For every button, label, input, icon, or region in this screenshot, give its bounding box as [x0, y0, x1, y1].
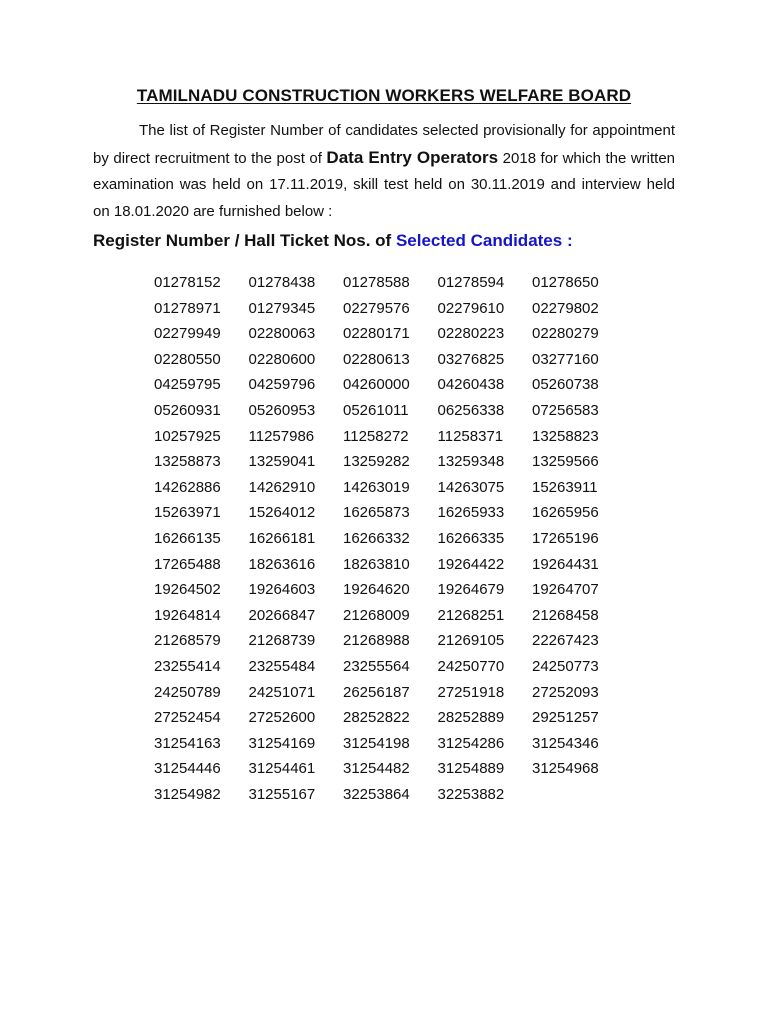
register-number: 02279610: [437, 299, 505, 317]
register-number: 27252093: [532, 683, 599, 701]
register-number: 07256583: [532, 401, 599, 419]
register-number: 27252454: [154, 709, 221, 727]
list-subheading: [93, 231, 573, 251]
register-number: 05260953: [248, 401, 316, 419]
register-number: 02280063: [248, 325, 316, 343]
register-number: 16265873: [343, 504, 410, 522]
register-number: 24251071: [248, 683, 316, 701]
register-number: 01278152: [154, 274, 221, 291]
register-number: 04260000: [343, 376, 410, 394]
register-number: 20266847: [248, 606, 316, 624]
register-number: 02279576: [343, 299, 410, 317]
register-number: 31254169: [248, 734, 316, 752]
register-number: 17265196: [532, 529, 599, 547]
register-number: 19264679: [437, 581, 505, 599]
register-number: 31255167: [248, 785, 316, 803]
intro-paragraph: [93, 118, 675, 225]
register-number: 21268458: [532, 606, 599, 624]
register-number: 11257986: [248, 427, 315, 445]
subheading-prefix: Register Number / Hall Ticket Nos. of: [93, 231, 396, 250]
register-number: 31254968: [532, 760, 599, 778]
register-number: 24250773: [532, 657, 599, 675]
register-number: 31254163: [154, 734, 221, 752]
register-number: 02279949: [154, 325, 221, 343]
register-number: 16266181: [248, 529, 316, 547]
register-number: 28252889: [437, 709, 505, 727]
register-number: 13259566: [532, 453, 599, 471]
register-number: 24250789: [154, 683, 221, 701]
register-number: 23255484: [248, 657, 316, 675]
register-number: 15264012: [248, 504, 316, 522]
register-number: 01279345: [248, 299, 316, 317]
register-number: 31254346: [532, 734, 599, 752]
register-number: 31254286: [437, 734, 505, 752]
register-number: 31254461: [248, 760, 316, 778]
register-number: 13258823: [532, 427, 599, 445]
register-number: 23255564: [343, 657, 410, 675]
register-number: 14263019: [343, 478, 410, 496]
register-number: 01278594: [437, 274, 505, 291]
register-number: 04259795: [154, 376, 221, 394]
register-number: 19264502: [154, 581, 221, 599]
register-number: 11258272: [343, 427, 409, 445]
register-number: 03276825: [437, 350, 505, 368]
register-number: 31254982: [154, 785, 221, 803]
register-number: 16266335: [437, 529, 505, 547]
register-number: 13259041: [248, 453, 316, 471]
register-number: 19264431: [532, 555, 599, 573]
register-number: 13259282: [343, 453, 410, 471]
intro-text-part1: The list of Register Number of candidates selected provisionally for appointment by direct recruitment to the post of: [93, 122, 675, 167]
register-number: 29251257: [532, 709, 599, 727]
register-number: 02280600: [248, 350, 316, 368]
register-number: 04259796: [248, 376, 316, 394]
subheading-highlight: Selected Candidates: [395, 231, 563, 250]
register-number: 31254446: [154, 760, 221, 778]
register-number: 17265488: [154, 555, 221, 573]
register-numbers-grid: [154, 274, 627, 811]
register-number: 14262886: [154, 478, 221, 496]
subheading-suffix: :: [562, 231, 573, 250]
register-number: 15263971: [154, 504, 221, 522]
register-number: 14263075: [437, 478, 505, 496]
register-number: 02280279: [532, 325, 599, 343]
register-number: 02280223: [437, 325, 505, 343]
register-number: 02280171: [343, 325, 410, 343]
register-number: 27252600: [248, 709, 316, 727]
register-number: 13259348: [437, 453, 505, 471]
register-number: 21268009: [343, 606, 410, 624]
intro-text-part2: 2018 for which the written examination was held on 17.11.2019, skill test held on 30.11.2019 and interview held on 18.01.2020 are furnished below :: [93, 149, 676, 220]
register-number: 06256338: [437, 401, 505, 419]
register-number: 19264603: [248, 581, 316, 599]
register-number: 31254198: [343, 734, 410, 752]
register-number: 21268579: [154, 632, 221, 650]
register-number: 18263616: [248, 555, 316, 573]
register-number: 19264814: [154, 606, 221, 624]
register-number: 26256187: [343, 683, 410, 701]
document-title: TAMILNADU CONSTRUCTION WORKERS WELFARE BOARD: [136, 86, 632, 105]
register-number: 28252822: [343, 709, 410, 727]
register-number: 01278971: [154, 299, 221, 317]
register-number: 27251918: [437, 683, 505, 701]
register-number: 02279802: [532, 299, 599, 317]
register-number: 21268739: [248, 632, 316, 650]
register-number: 11258371: [437, 427, 504, 445]
register-number: 19264707: [532, 581, 599, 599]
register-number: 31254482: [343, 760, 410, 778]
register-number: 31254889: [437, 760, 505, 778]
register-number: 16265933: [437, 504, 505, 522]
register-number: 14262910: [248, 478, 316, 496]
register-number: 24250770: [437, 657, 505, 675]
register-number: 05260931: [154, 401, 221, 419]
register-number: 19264422: [437, 555, 505, 573]
register-number: 01278650: [532, 274, 599, 291]
register-number: 16265956: [532, 504, 599, 522]
register-number: 16266332: [343, 529, 410, 547]
register-number: 10257925: [154, 427, 221, 445]
post-name: Data Entry Operators: [326, 147, 499, 167]
register-number: 16266135: [154, 529, 221, 547]
register-number: 01278438: [248, 274, 316, 291]
register-number: 21268988: [343, 632, 410, 650]
register-number: 21269105: [437, 632, 505, 650]
register-number: 32253882: [437, 785, 505, 803]
register-number: 05261011: [343, 401, 409, 419]
register-number: 03277160: [532, 350, 599, 368]
register-number: 02280550: [154, 350, 221, 368]
register-number: 02280613: [343, 350, 410, 368]
register-number: 18263810: [343, 555, 410, 573]
register-number: 19264620: [343, 581, 410, 599]
register-number: 05260738: [532, 376, 599, 394]
register-number: 13258873: [154, 453, 221, 471]
register-number: 32253864: [343, 785, 410, 803]
register-number: 04260438: [437, 376, 505, 394]
register-number: 15263911: [532, 478, 598, 496]
register-number: 23255414: [154, 657, 221, 675]
register-number: 21268251: [437, 606, 505, 624]
register-number: 01278588: [343, 274, 410, 291]
register-number: 22267423: [532, 632, 599, 650]
